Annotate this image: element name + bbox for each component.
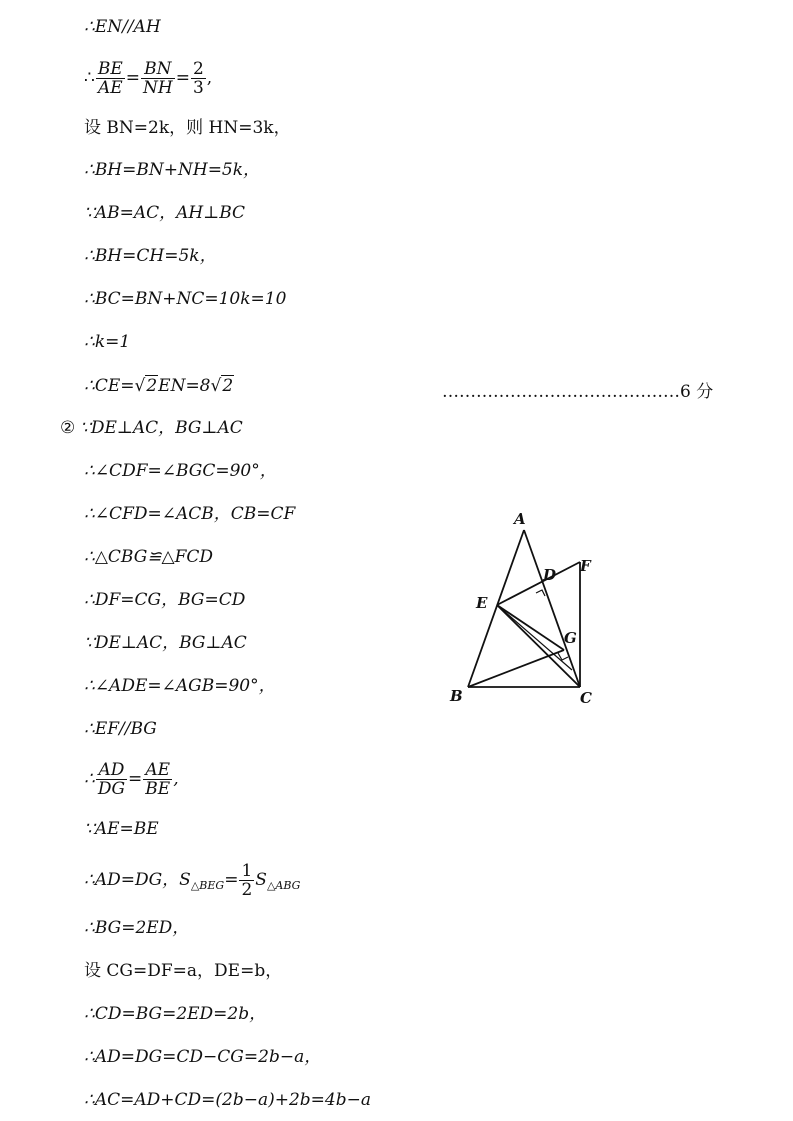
fraction: $\frac{2}{3}$ xyxy=(192,59,204,98)
proof-line: ∴DF=CG，BG=CD xyxy=(84,590,246,610)
proof-line: ∵AB=AC，AH⊥BC xyxy=(84,203,246,223)
label-g: G xyxy=(564,629,577,647)
label-e: E xyxy=(476,594,488,612)
label-f: F xyxy=(580,557,591,575)
label-c: C xyxy=(580,689,592,707)
proof-line: ∴∠ADE=∠AGB=90°， xyxy=(84,676,276,696)
proof-line-ratio: ∴ $\frac{BE}{AE}$ = $\frac{BN}{NH}$ = $\frac{2}{3}$ , xyxy=(84,59,213,98)
fraction: $\frac{AE}{BE}$ xyxy=(145,760,171,799)
therefore-symbol: ∴ xyxy=(84,68,95,88)
right-angle-mark-d xyxy=(536,590,545,596)
proof-line: ∴BC=BN+NC=10k=10 xyxy=(84,289,287,309)
proof-line: 设 CG=DF=a，DE=b， xyxy=(84,961,283,981)
segment-bg xyxy=(468,650,564,687)
proof-line: ∴△CBG≌△FCD xyxy=(84,547,214,567)
geometry-figure xyxy=(440,505,610,710)
part-number: ② xyxy=(60,418,76,438)
proof-line: ∵AE=BE xyxy=(84,819,159,839)
proof-line: ∴EF//BG xyxy=(84,719,157,739)
label-d: D xyxy=(543,566,557,584)
proof-line: ∴∠CFD=∠ACB，CB=CF xyxy=(84,504,296,524)
proof-line-area: ∴AD=DG，$S_{\triangle BEG}=$ $\frac{1}{2}$ $S_{\triangle ABG}$ xyxy=(84,861,301,900)
proof-line-ratio: ∴ $\frac{AD}{DG}$ = $\frac{AE}{BE}$ , xyxy=(84,760,179,799)
score-marker: ……………………………………6 分 xyxy=(442,382,714,402)
fraction: $\frac{1}{2}$ xyxy=(241,861,253,900)
segment-inner xyxy=(497,605,572,670)
proof-line: ∵DE⊥AC，BG⊥AC xyxy=(84,633,247,653)
segment-ac xyxy=(524,530,580,687)
label-b: B xyxy=(450,687,463,705)
proof-line: ∴AD=DG=CD−CG=2b−a， xyxy=(84,1047,322,1067)
fraction: $\frac{BE}{AE}$ xyxy=(97,59,123,98)
proof-line: ∴BH=CH=5k， xyxy=(84,246,217,266)
proof-line-sqrt: ∴CE=√2EN=8√2 xyxy=(84,376,234,396)
proof-line: ∴∠CDF=∠BGC=90°， xyxy=(84,461,277,481)
proof-line: 设 BN=2k，则 HN=3k， xyxy=(84,118,291,138)
proof-line: ∵DE⊥AC，BG⊥AC xyxy=(80,418,243,438)
proof-line: ∴k=1 xyxy=(84,332,131,352)
sqrt: √2 xyxy=(134,376,158,396)
fraction: $\frac{AD}{DG}$ xyxy=(97,760,126,799)
proof-line: ∴AC=AD+CD=(2b−a)+2b=4b−a xyxy=(84,1090,371,1110)
proof-line: ∴BH=BN+NH=5k， xyxy=(84,160,261,180)
proof-line: ∴EN//AH xyxy=(84,17,161,37)
proof-line: ∴CD=BG=2ED=2b， xyxy=(84,1004,267,1024)
proof-line: ∴BG=2ED， xyxy=(84,918,190,938)
label-a: A xyxy=(514,510,526,528)
fraction: $\frac{BN}{NH}$ xyxy=(142,59,173,98)
sqrt: √2 xyxy=(210,376,234,396)
